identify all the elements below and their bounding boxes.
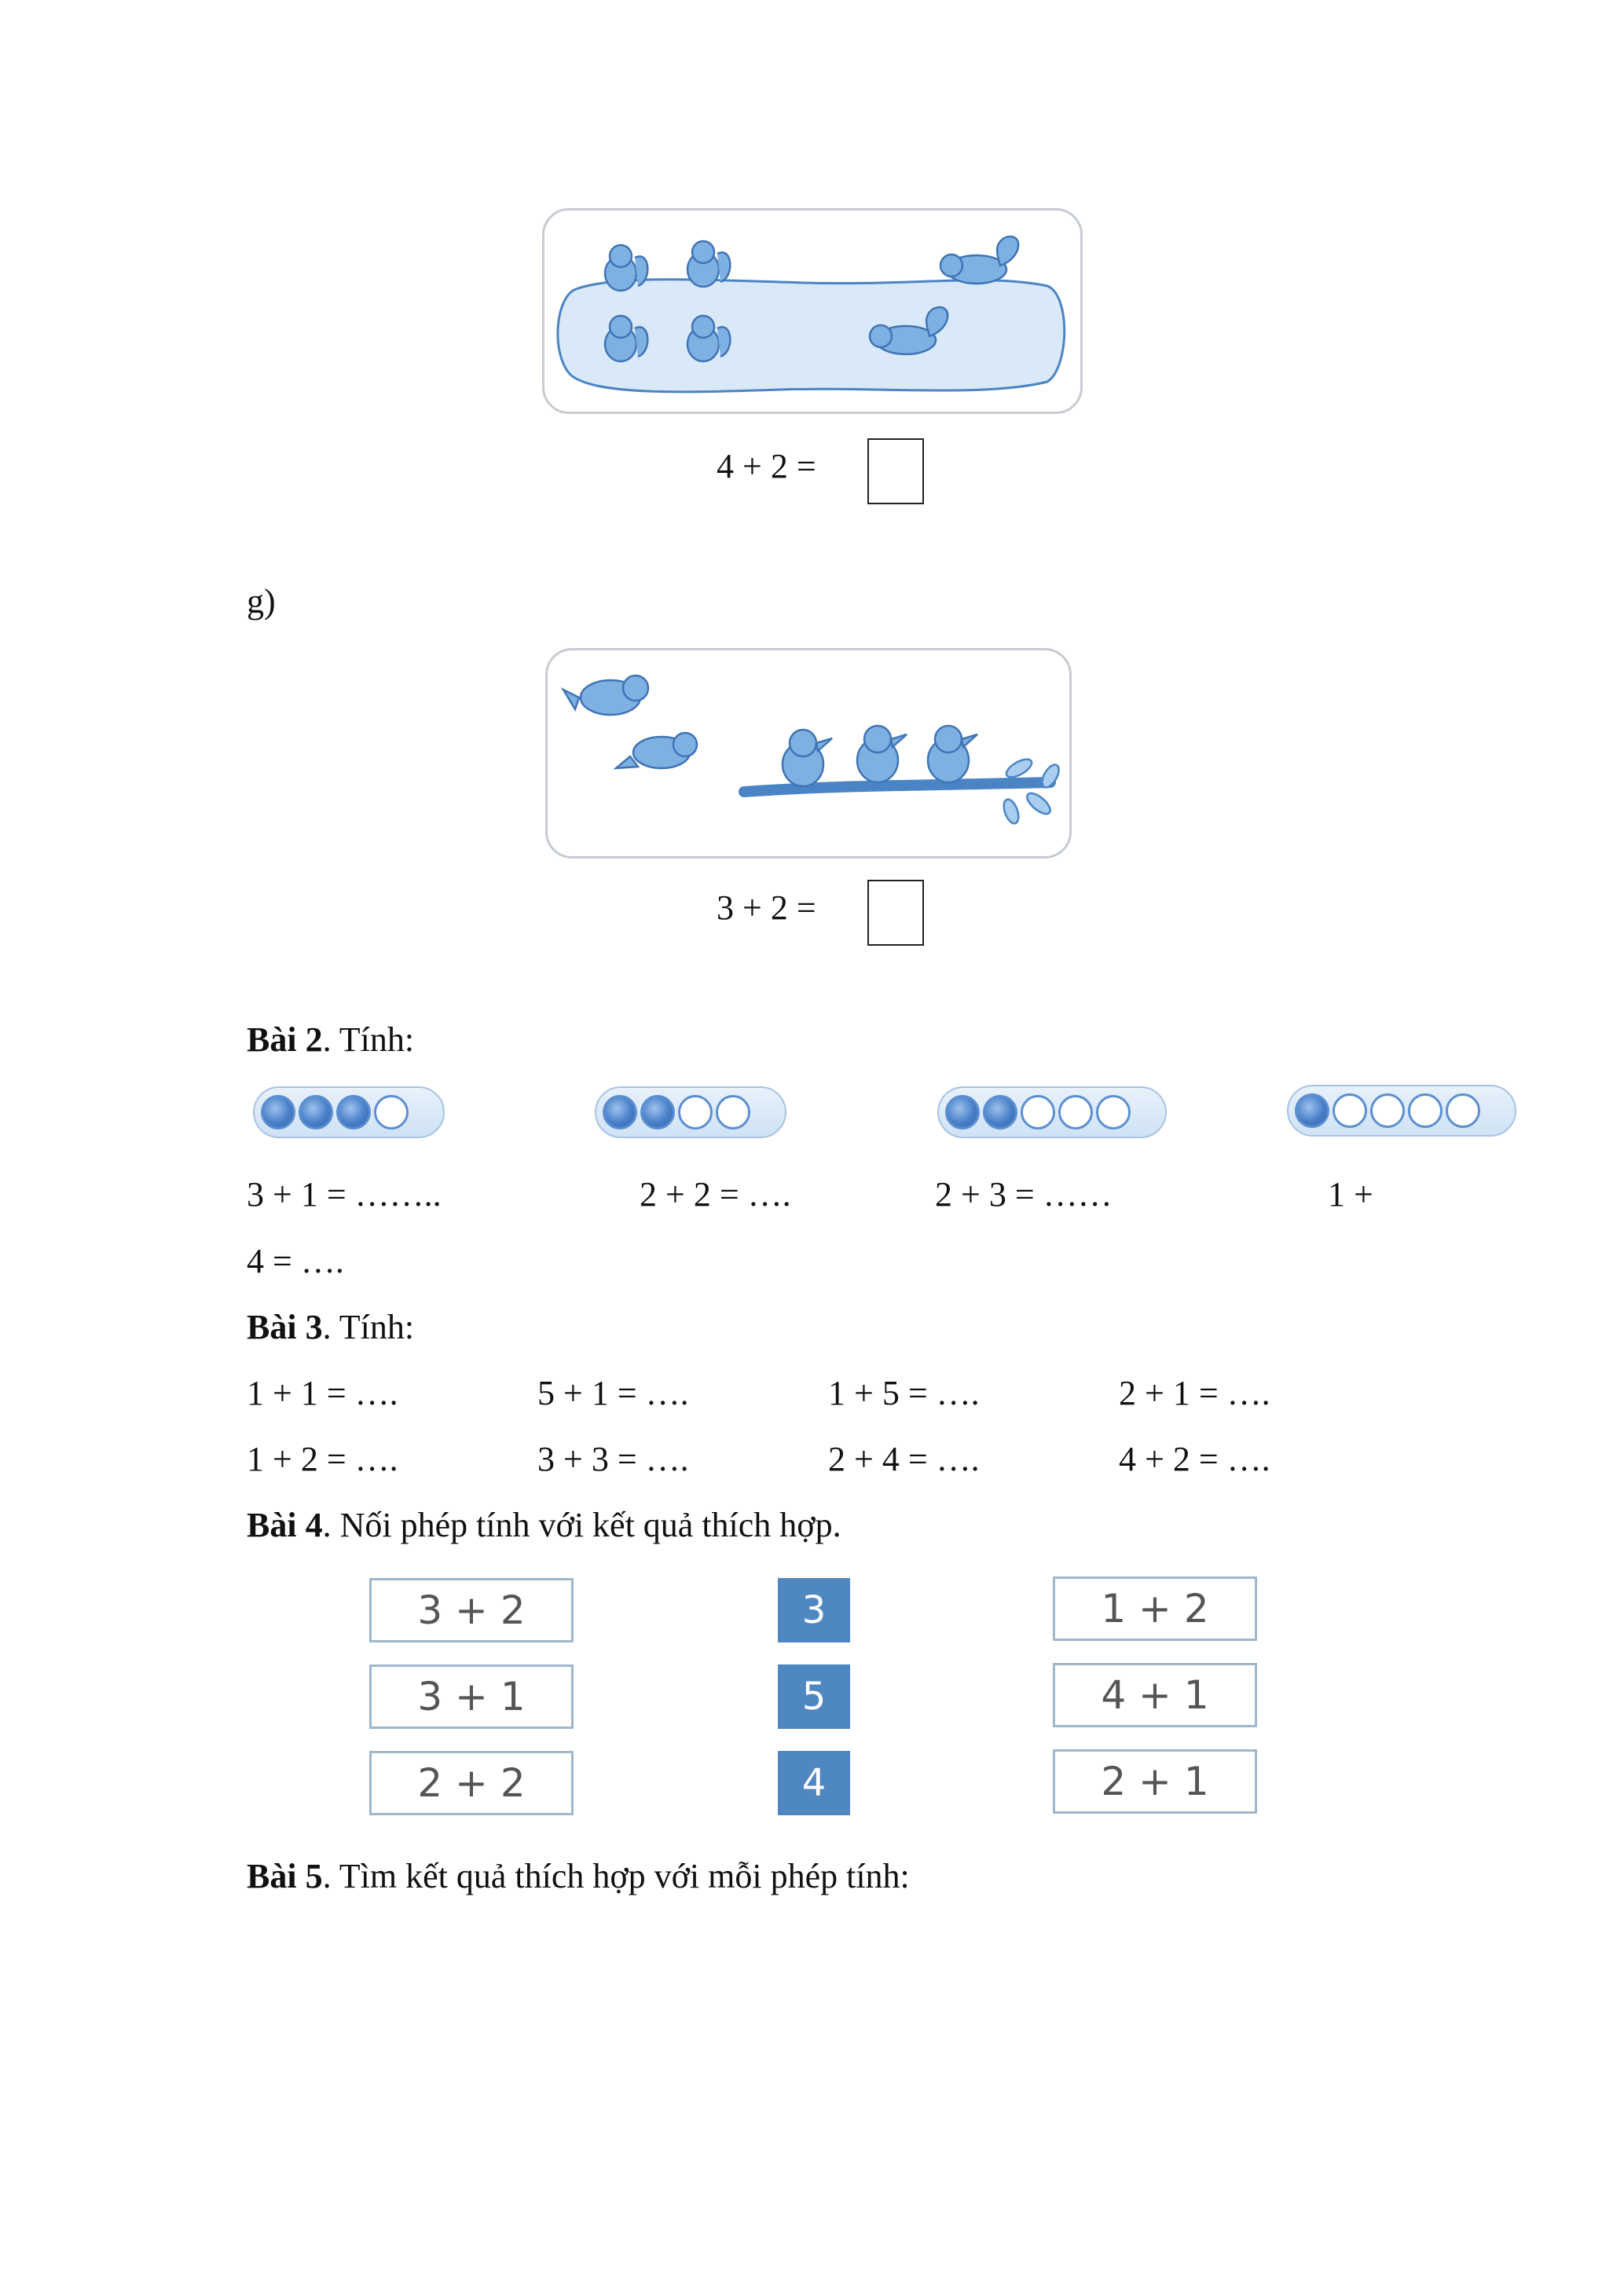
- bai3-r2-1: 1 + 2 = ….: [247, 1440, 398, 1478]
- right-card-2[interactable]: 4 + 1: [1053, 1663, 1257, 1727]
- counter-dot-filled: [603, 1095, 637, 1130]
- counter-dot-empty: [716, 1095, 750, 1130]
- counter-2: [595, 1086, 786, 1138]
- counter-dot-empty: [1333, 1093, 1367, 1128]
- answer-box-f[interactable]: [867, 438, 924, 504]
- bai3-title-rest: . Tính:: [322, 1308, 415, 1346]
- bai3-r1-2: 5 + 1 = ….: [537, 1374, 689, 1412]
- bird-icons: [563, 676, 977, 786]
- bai3-title: [247, 1307, 414, 1348]
- left-card-2[interactable]: 3 + 1: [369, 1664, 574, 1729]
- counter-3: [937, 1086, 1167, 1138]
- result-card-1[interactable]: 3: [778, 1578, 850, 1642]
- counter-dot-empty: [1058, 1095, 1093, 1130]
- birds-illustration: [548, 650, 1069, 856]
- counter-1: [253, 1086, 445, 1138]
- label-g: g): [247, 582, 276, 621]
- result-card-2[interactable]: 5: [778, 1664, 850, 1729]
- bai3-title-bold: Bài 3: [247, 1308, 323, 1346]
- equation-f: 4 + 2 =: [717, 447, 816, 485]
- bai3-r2-4: 4 + 2 = ….: [1119, 1440, 1270, 1478]
- bai2-title: [247, 1020, 414, 1060]
- bai5-title-bold: Bài 5: [247, 1857, 323, 1895]
- bai2-eq-2: 2 + 2 = ….: [640, 1175, 791, 1214]
- counter-dot-empty: [1408, 1093, 1443, 1128]
- counter-dot-filled: [1295, 1093, 1329, 1128]
- result-card-3[interactable]: 4: [778, 1751, 850, 1815]
- bai2-title-bold: Bài 2: [247, 1020, 323, 1059]
- counter-dot-empty: [1096, 1095, 1131, 1130]
- bai3-r1-4: 2 + 1 = ….: [1119, 1374, 1270, 1412]
- counter-dot-filled: [261, 1095, 295, 1130]
- counter-dot-filled: [640, 1095, 675, 1130]
- answer-box-g[interactable]: [867, 880, 924, 946]
- counter-dot-empty: [374, 1095, 409, 1130]
- counter-dot-filled: [945, 1095, 980, 1130]
- bai2-eq-3: 2 + 3 = ……: [935, 1175, 1113, 1214]
- counter-dot-filled: [983, 1095, 1017, 1130]
- bai5-title-rest: . Tìm kết quả thích hợp với mỗi phép tính:: [322, 1857, 910, 1895]
- counter-4: [1287, 1085, 1516, 1137]
- bai3-r1-1: 1 + 1 = ….: [247, 1374, 398, 1412]
- bai2-eq-4: 1 +: [1328, 1175, 1373, 1214]
- squirrels-illustration: [544, 211, 1080, 412]
- counter-dot-filled: [299, 1095, 333, 1130]
- equation-g: 3 + 2 =: [717, 888, 816, 927]
- counter-dot-empty: [1021, 1095, 1055, 1130]
- bai2-eq-1: 3 + 1 = ……..: [247, 1175, 442, 1214]
- bai3-r2-2: 3 + 3 = ….: [537, 1440, 689, 1478]
- counter-dot-empty: [1370, 1093, 1405, 1128]
- counter-dot-filled: [336, 1095, 371, 1130]
- bai5-title: [247, 1856, 910, 1897]
- counter-dot-empty: [678, 1095, 713, 1130]
- counter-dot-empty: [1446, 1093, 1480, 1128]
- bai4-title-rest: . Nối phép tính với kết quả thích hợp.: [322, 1506, 841, 1544]
- birds-picture: [545, 648, 1072, 859]
- right-card-1[interactable]: 1 + 2: [1053, 1576, 1257, 1641]
- bai3-r2-3: 2 + 4 = ….: [828, 1440, 980, 1478]
- bai3-r1-3: 1 + 5 = ….: [828, 1374, 980, 1412]
- bai4-title: [247, 1505, 841, 1546]
- left-card-1[interactable]: 3 + 2: [369, 1578, 574, 1642]
- leaf-icons: [1001, 756, 1062, 826]
- bai2-title-rest: . Tính:: [322, 1020, 415, 1059]
- squirrels-picture: [542, 208, 1083, 414]
- right-card-3[interactable]: 2 + 1: [1053, 1749, 1257, 1814]
- left-card-3[interactable]: 2 + 2: [369, 1751, 574, 1815]
- bai4-title-bold: Bài 4: [247, 1506, 323, 1544]
- bai2-eq-wrap: 4 = ….: [247, 1242, 344, 1280]
